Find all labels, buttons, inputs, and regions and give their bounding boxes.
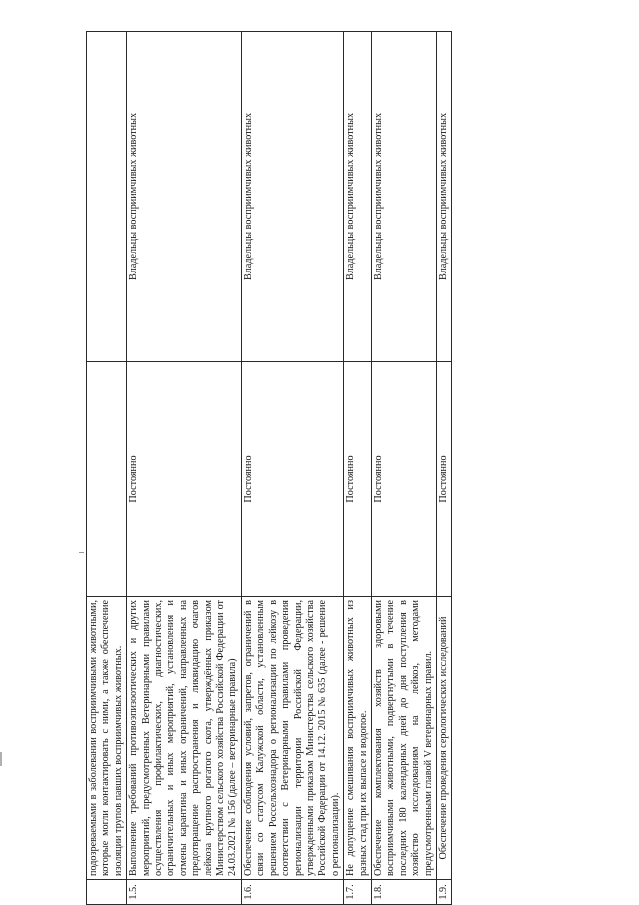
margin-mark [0, 752, 2, 766]
row-number: 1.7. [344, 880, 372, 905]
measure-description: Обеспечение комплектования хозяйств здоровыми восприимчивыми животными, подвергнутыми в течение последних 180 календарных дней до дня поступления в хозяйство исследованиям на лейкоз, методами предусмотренными главой V ветеринарных правил. [371, 597, 436, 880]
measure-responsible: Владельцы восприимчивых животных [127, 32, 242, 362]
measure-term: Постоянно [344, 362, 372, 597]
row-number: 1.8. [371, 880, 436, 905]
measure-responsible: Владельцы восприимчивых животных [371, 32, 436, 362]
measure-responsible: Владельцы восприимчивых животных [241, 32, 343, 362]
measure-responsible [87, 32, 127, 362]
measure-description: Обеспечение соблюдения условий, запретов, ограничений в связи со статусом Калужской области, установленным решением Россельхознадора о регионализации по лейкозу в соответствии с Ветеринарными правилами проведения регионализации территории Российской Федерации, утвержденными приказом Министерства сельского хозяйства Российской Федерации от 14.12. 2015 № 635 (далее - решение о регионализации). [241, 597, 343, 880]
measure-term [87, 362, 127, 597]
measure-term: Постоянно [436, 362, 451, 597]
table-row [344, 32, 372, 905]
measure-description: Выполнение требований противоэпизоотических и других мероприятий, предусмотренных Ветеринарными правилами осуществления профилактических, диагностических, ограничительных и иных мероприятий, установления и отмены карантина и иных ограничений, направленных на предотвращение распространения и ликвидацию очагов лейкоза крупного рогатого скота, утверждённых приказом Министерством сельского хозяйства Российской Федерации от 24.03.2021 № 156 (далее – ветеринарные правила) [127, 597, 242, 880]
measure-description: Не допущение смешивания восприимчивых животных из разных стад при их выпасе и водопое. [344, 597, 372, 880]
scan-speck [79, 552, 84, 553]
measure-description: подозреваемыми в заболевании восприимчивыми животными, которые могли контактировать с ними, а также обеспечение изоляции трупов павших восприимчивых животных. [87, 597, 127, 880]
measures-table [86, 31, 452, 905]
table-row [371, 32, 436, 905]
measure-term: Постоянно [371, 362, 436, 597]
measure-description: Обеспечение проведения серологических исследований [436, 597, 451, 880]
measure-responsible: Владельцы восприимчивых животных [344, 32, 372, 362]
row-number: 1.9. [436, 880, 451, 905]
measure-term: Постоянно [241, 362, 343, 597]
row-number: 1.5. [127, 880, 242, 905]
row-number [87, 880, 127, 905]
measure-term: Постоянно [127, 362, 242, 597]
table-row [436, 32, 451, 905]
table-row [127, 32, 242, 905]
measure-responsible: Владельцы восприимчивых животных [436, 32, 451, 362]
table-row [87, 32, 127, 905]
row-number: 1.6. [241, 880, 343, 905]
table-row [241, 32, 343, 905]
